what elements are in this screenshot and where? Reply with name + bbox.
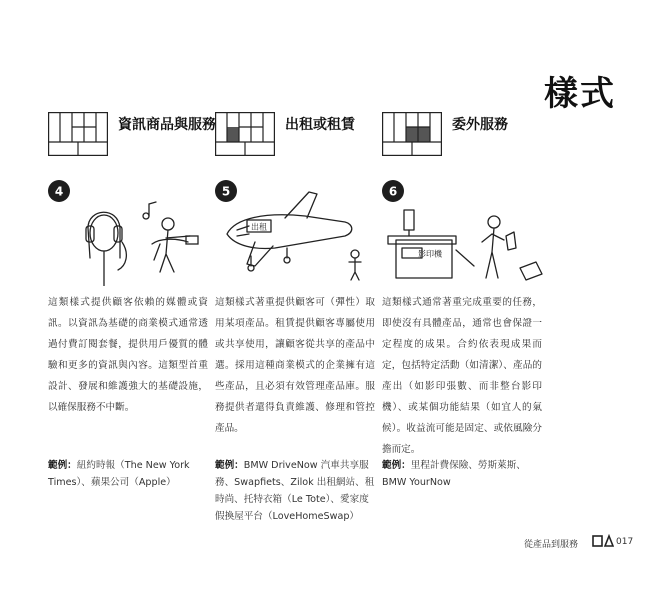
pattern-heading: 資訊商品與服務 (118, 117, 216, 133)
example-text: 里程計費保險、勞斯萊斯、BMW YourNow (382, 460, 526, 488)
pattern-example (215, 457, 375, 525)
pattern-description: 這類樣式著重提供顧客可（彈性）取用某項產品。租賃提供顧客專屬使用或共享使用，讓顧客從共享的產品中選。採用這種商業模式的企業擁有這些產品，且必須有效管理產品庫。服務提供者還得負責維護、修理和管控產品。 (215, 297, 375, 434)
example-label: 範例： (382, 460, 411, 471)
grid-icon (382, 112, 442, 156)
footer-running-title: 從產品到服務 (524, 540, 579, 550)
example-text: 紐約時報（The New York Times）、蘋果公司（Apple） (48, 460, 190, 488)
grid-icon (215, 112, 275, 156)
example-label: 範例： (48, 460, 77, 471)
example-label: 範例： (215, 460, 244, 471)
pattern-heading: 出租或租賃 (285, 117, 355, 133)
pattern-heading: 委外服務 (452, 117, 508, 133)
sign-text: 出租 (251, 222, 267, 232)
grid-icon (48, 112, 108, 156)
pattern-description: 這類樣式通常著重完成重要的任務，即使沒有具體產品，通常也會保證一定程度的成果。合約依表現成果而定，包括特定活動（如清潔）、產品的產出（如影印張數、而非整台影印機）、或某個功能結果（如宜人的氣候）。收益流可能是固定、或依風險分擔而定。 (382, 297, 542, 455)
product-service-logo-icon (592, 534, 614, 548)
pattern-number: 6 (388, 184, 398, 199)
airplane-illustration (215, 178, 383, 286)
copier-illustration (382, 178, 550, 286)
pattern-example (382, 457, 542, 491)
headphones-musician-illustration (48, 178, 216, 286)
page-title: 樣式 (544, 74, 616, 114)
page-number: 017 (616, 537, 634, 547)
pattern-number: 4 (54, 184, 64, 199)
pattern-number: 5 (221, 184, 231, 199)
pattern-description: 這類樣式提供顧客依賴的媒體或資訊。以資訊為基礎的商業模式通常透過付費訂閱套餐，提供用戶優質的體驗和更多的資訊與內容。這類型首重設計、發展和維護強大的基礎設施，以確保服務不中斷。 (48, 297, 208, 413)
example-text: BMW DriveNow 汽車共享服務、Swapfiets、Zilok 出租網站、租時尚、托特衣箱（Le Tote）、愛家度假換屋平台（LoveHomeSwap） (215, 460, 375, 522)
pattern-example (48, 457, 208, 491)
sign-text: 影印機 (418, 249, 442, 259)
